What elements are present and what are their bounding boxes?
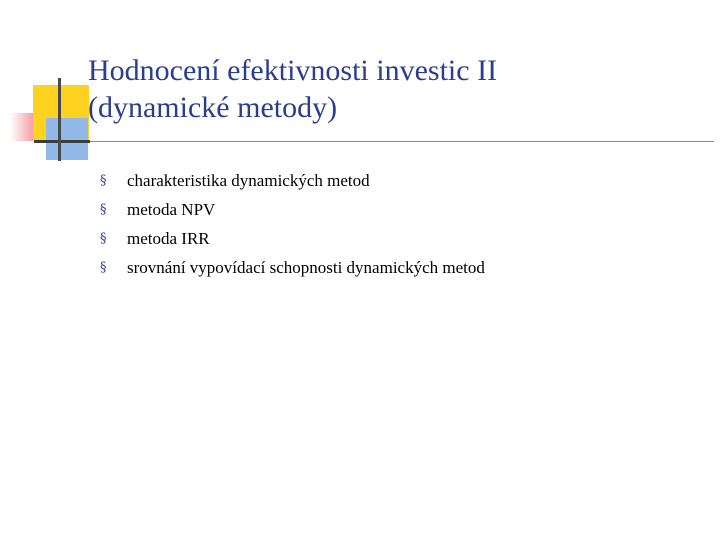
list-item-text: charakteristika dynamických metod (127, 170, 370, 190)
bullet-marker: § (100, 202, 107, 217)
list-item (100, 224, 485, 253)
bullet-marker: § (100, 260, 107, 275)
bullet-marker: § (100, 231, 107, 246)
bullet-list (100, 166, 485, 282)
bullet-marker: § (100, 173, 107, 188)
list-item-text: metoda NPV (127, 199, 216, 219)
list-item (100, 166, 485, 195)
slide-title-line-2: (dynamické metody) (88, 91, 338, 124)
list-item (100, 195, 485, 224)
decorative-blue-block (46, 118, 88, 160)
title-underline (34, 141, 714, 142)
slide-title (88, 52, 688, 126)
list-item (100, 253, 485, 282)
title-underline-accent (34, 140, 90, 143)
list-item-text: metoda IRR (127, 228, 210, 248)
list-item-text: srovnání vypovídací schopnosti dynamických metod (127, 257, 485, 277)
slide-title-line-1: Hodnocení efektivnosti investic II (88, 54, 498, 87)
decorative-vertical-line (58, 78, 61, 161)
